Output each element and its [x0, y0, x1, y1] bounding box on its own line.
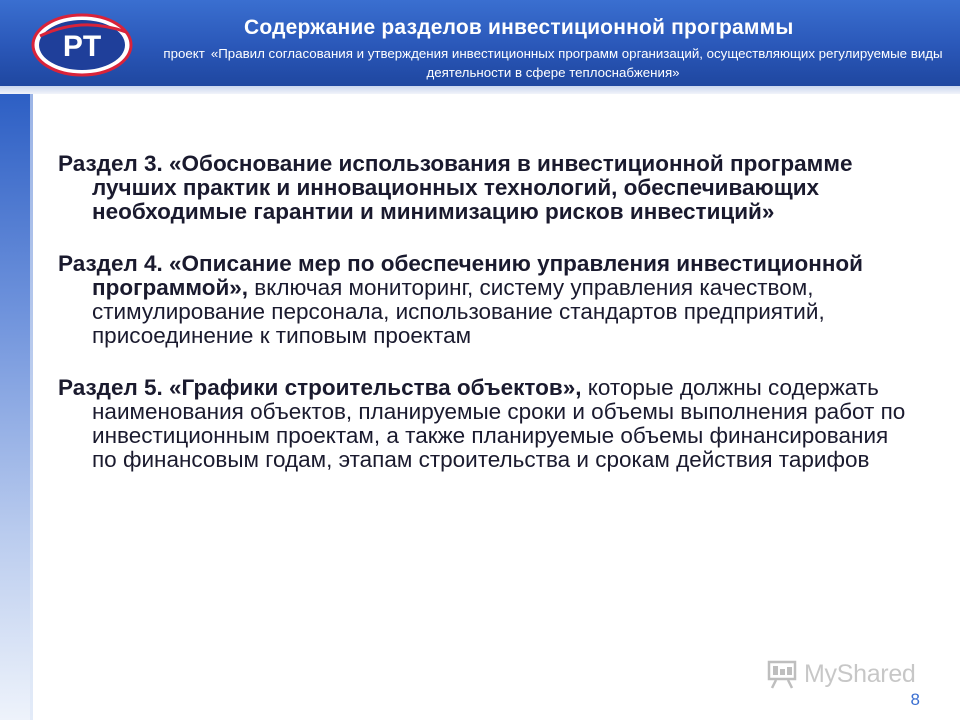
page-number: 8 — [910, 690, 920, 709]
watermark — [766, 656, 926, 692]
left-decor-stripe — [0, 94, 30, 720]
page-title: Содержание разделов инвестиционной программы — [244, 16, 794, 39]
section-3-heading: Раздел 3. «Обоснование использования в инвестиционной программе лучших практик и инновационных технологий, обеспечивающих необходимые гарантии и минимизацию рисков инвестиций» — [58, 151, 853, 224]
watermark-text: MyShared — [804, 659, 916, 688]
subtitle-lead: проект — [163, 46, 205, 61]
page-subtitle — [150, 44, 956, 82]
presentation-board-icon — [766, 659, 798, 689]
content-area — [58, 152, 908, 500]
section-5-body: которые должны содержать наименования объектов, планируемые сроки и объемы выполнения работ по инвестиционным проектам, а также планируемые объемы финансирования по финансовым годам, этапам строительства и срокам действия тарифов — [92, 375, 906, 472]
section-5-heading: Раздел 5. «Графики строительства объектов», — [58, 375, 582, 400]
section-4-body: включая мониторинг, систему управления качеством, стимулирование персонала, использование стандартов предприятий, присоединение к типовым проектам — [92, 275, 825, 348]
rt-logo-icon — [30, 12, 134, 78]
section-3 — [58, 152, 908, 224]
logo-text: PT — [62, 30, 102, 63]
left-decor-stripe-edge — [30, 94, 33, 720]
section-5 — [58, 376, 908, 472]
header-divider — [0, 86, 960, 94]
subtitle-text: «Правил согласования и утверждения инвестиционных программ организаций, осуществляющих регулируемые виды деятельности в сфере теплоснабжения» — [210, 46, 943, 80]
section-4-heading: Раздел 4. «Описание мер по обеспечению управления инвестиционной программой», — [58, 251, 863, 300]
section-4 — [58, 252, 908, 348]
